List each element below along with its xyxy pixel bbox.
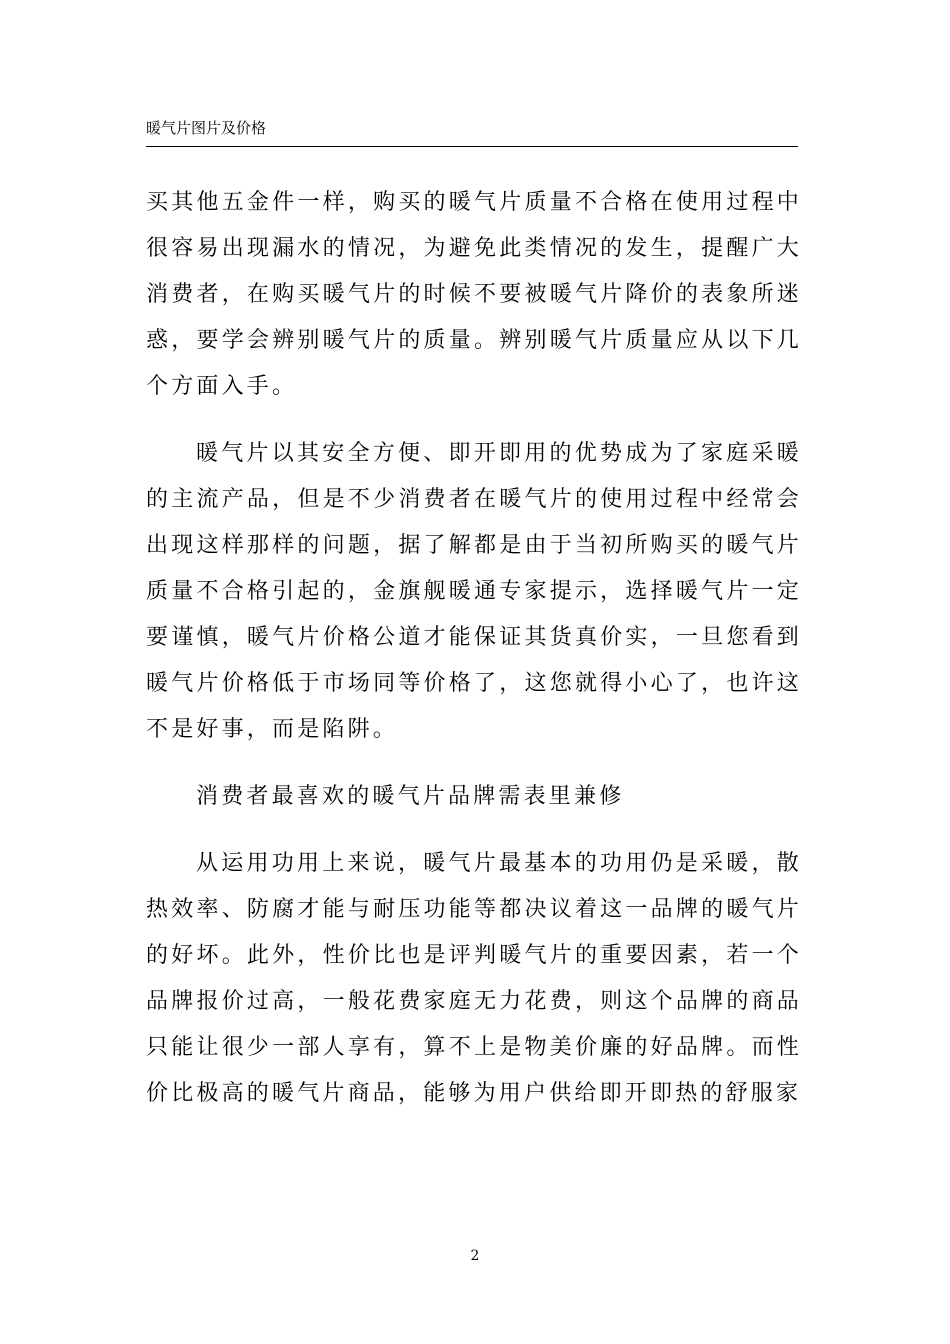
body-text: [146, 180, 802, 1117]
running-header-title: 暖气片图片及价格: [146, 119, 267, 137]
header-divider: [146, 146, 798, 147]
paragraph: 暖气片以其安全方便、即开即用的优势成为了家庭采暖的主流产品，但是不少消费者在暖气片的使用过程中经常会出现这样那样的问题，据了解都是由于当初所购买的暖气片质量不合格引起的，金旗舰暖通专家提示，选择暖气片一定要谨慎，暖气片价格公道才能保证其货真价实，一旦您看到暖气片价格低于市场同等价格了，这您就得小心了，也许这不是好事，而是陷阱。: [146, 441, 802, 742]
paragraph-continuation: 买其他五金件一样，购买的暖气片质量不合格在使用过程中很容易出现漏水的情况，为避免此类情况的发生，提醒广大消费者，在购买暖气片的时候不要被暖气片降价的表象所迷惑，要学会辨别暖气片的质量。辨别暖气片质量应从以下几个方面入手。: [146, 190, 802, 399]
paragraph: 从运用功用上来说，暖气片最基本的功用仍是采暖，散热效率、防腐才能与耐压功能等都决议着这一品牌的暖气片的好坏。此外，性价比也是评判暖气片的重要因素，若一个品牌报价过高，一般花费家庭无力花费，则这个品牌的商品只能让很少一部人享有，算不上是物美价廉的好品牌。而性价比极高的暖气片商品，能够为用户供给即开即热的舒服家: [146, 851, 802, 1106]
page-number: 2: [470, 1248, 480, 1264]
section-heading: 消费者最喜欢的暖气片品牌需表里兼修: [196, 784, 625, 809]
